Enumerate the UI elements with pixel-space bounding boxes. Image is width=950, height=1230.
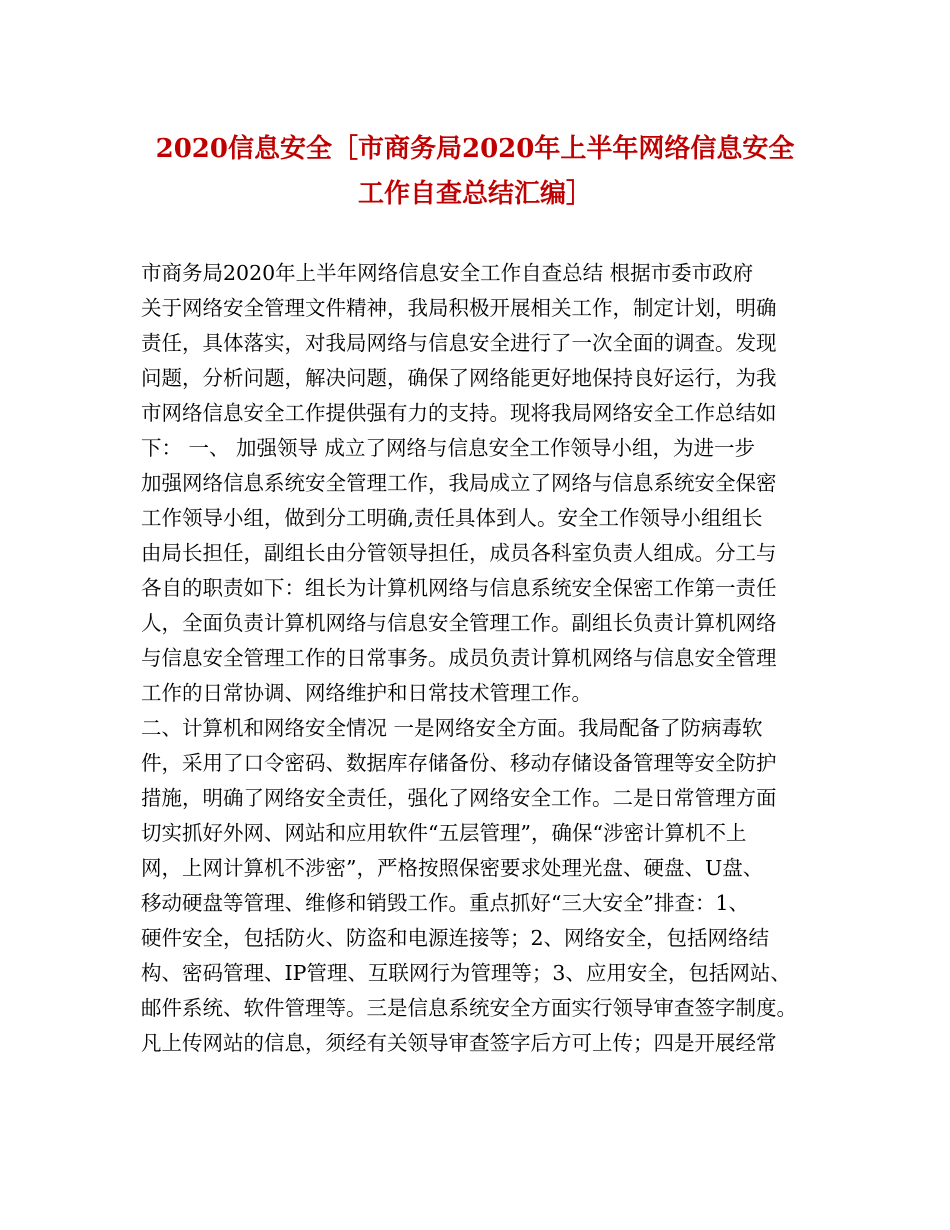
body-line: 加强网络信息系统安全管理工作，我局成立了网络与信息系统安全保密 — [141, 471, 777, 495]
body-line: 二、计算机和网络安全情况 一是网络安全方面。我局配备了防病毒软 — [141, 716, 763, 740]
body-line: 硬件安全，包括防火、防盗和电源连接等；2、网络安全，包括网络结 — [141, 926, 770, 950]
body-line: 下： 一、 加强领导 成立了网络与信息安全工作领导小组，为进一步 — [141, 436, 756, 460]
body-line: 构、密码管理、IP管理、互联网行为管理等；3、应用安全，包括网站、 — [141, 961, 791, 985]
body-line: 移动硬盘等管理、维修和销毁工作。重点抓好“三大安全”排查：1、 — [141, 891, 750, 915]
body-line: 责任，具体落实，对我局网络与信息安全进行了一次全面的调查。发现 — [141, 331, 777, 355]
body-line: 网，上网计算机不涉密”，严格按照保密要求处理光盘、硬盘、U盘、 — [141, 856, 764, 880]
body-line: 措施，明确了网络安全责任，强化了网络安全工作。二是日常管理方面 — [141, 786, 777, 810]
body-line: 人，全面负责计算机网络与信息安全管理工作。副组长负责计算机网络 — [141, 611, 777, 635]
body-line: 凡上传网站的信息，须经有关领导审查签字后方可上传；四是开展经常 — [141, 1031, 777, 1055]
body-line: 问题，分析问题，解决问题，确保了网络能更好地保持良好运行，为我 — [141, 366, 777, 390]
body-line: 切实抓好外网、网站和应用软件“五层管理”，确保“涉密计算机不上 — [141, 821, 747, 845]
body-line: 工作的日常协调、网络维护和日常技术管理工作。 — [141, 681, 592, 705]
body-line: 关于网络安全管理文件精神，我局积极开展相关工作，制定计划，明确 — [141, 296, 777, 320]
body-line: 与信息安全管理工作的日常事务。成员负责计算机网络与信息安全管理 — [141, 646, 777, 670]
body-line: 由局长担任，副组长由分管领导担任，成员各科室负责人组成。分工与 — [141, 541, 777, 565]
title-line: 工作自查总结汇编］ — [357, 179, 592, 209]
body-line: 件，采用了口令密码、数据库存储备份、移动存储设备管理等安全防护 — [141, 751, 777, 775]
body-line: 各自的职责如下：组长为计算机网络与信息系统安全保密工作第一责任 — [141, 576, 777, 600]
document-title — [140, 127, 810, 217]
body-line: 邮件系统、软件管理等。三是信息系统安全方面实行领导审查签字制度。 — [141, 996, 797, 1020]
body-line: 市网络信息安全工作提供强有力的支持。现将我局网络安全工作总结如 — [141, 401, 777, 425]
body-line: 工作领导小组，做到分工明确,责任具体到人。安全工作领导小组组长 — [141, 506, 763, 530]
document-body — [141, 256, 821, 1061]
title-line: 2020信息安全［市商务局2020年上半年网络信息安全 — [155, 134, 795, 164]
body-line: 市商务局2020年上半年网络信息安全工作自查总结 根据市委市政府 — [141, 261, 754, 285]
